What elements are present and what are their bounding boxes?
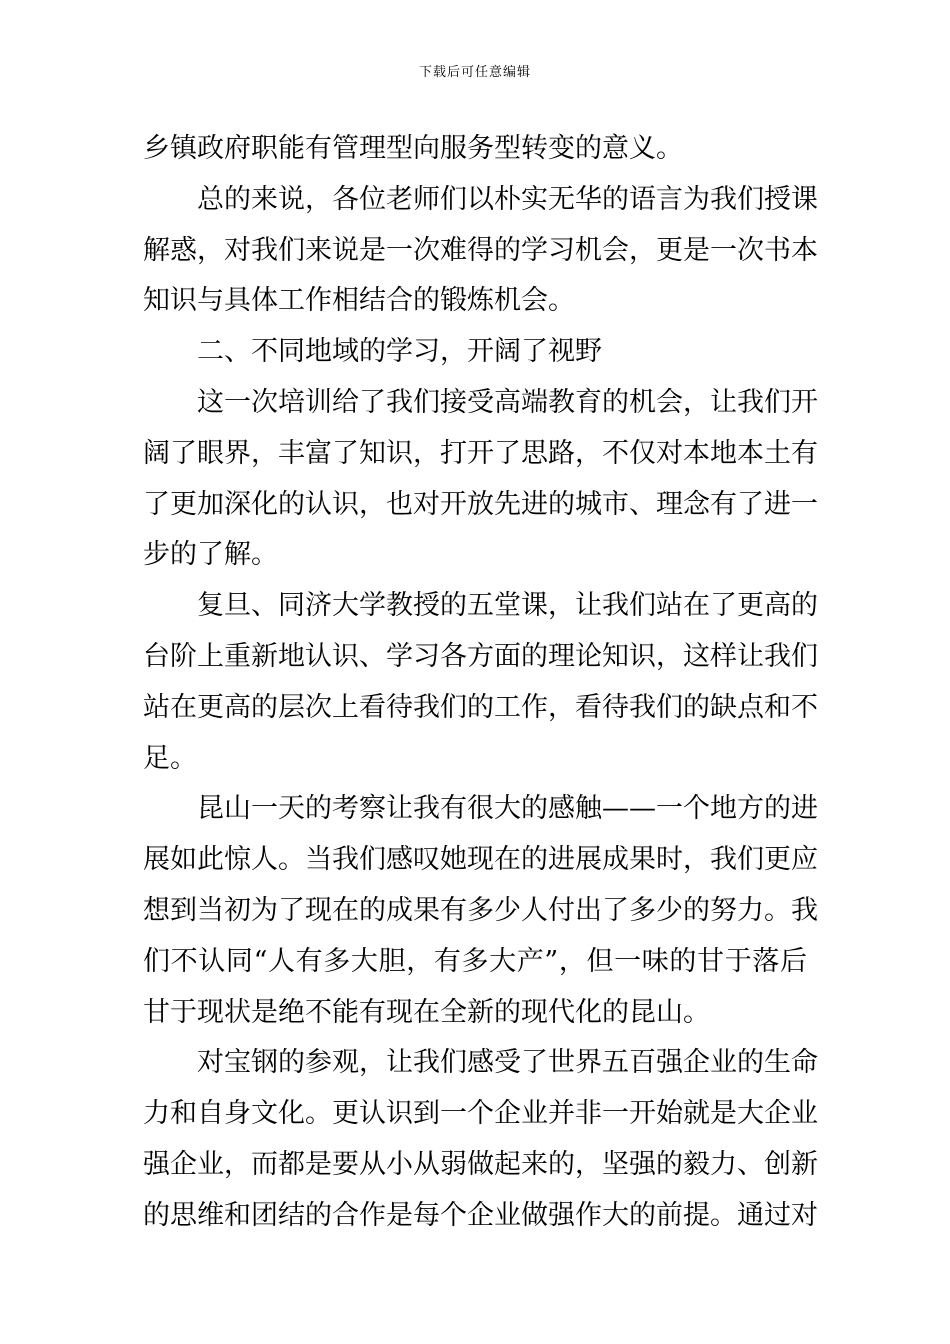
- text-line: 知识与具体工作相结合的锻炼机会。: [143, 285, 575, 317]
- text-line: 想到当初为了现在的成果有多少人付出了多少的努力。我: [143, 894, 818, 926]
- text-line: 力和自身文化。更认识到一个企业并非一开始就是大企业: [143, 1098, 818, 1130]
- text-line: 总的来说，各位老师们以朴实无华的语言为我们授课: [197, 183, 818, 215]
- text-line: 对宝钢的参观，让我们感受了世界五百强企业的生命: [197, 1047, 818, 1079]
- text-line: 昆山一天的考察让我有很大的感触——一个地方的进: [197, 793, 818, 825]
- text-line: 展如此惊人。当我们感叹她现在的进展成果时，我们更应: [143, 844, 818, 876]
- text-line: 台阶上重新地认识、学习各方面的理论知识，这样让我们: [143, 640, 818, 672]
- text-line: 解惑，对我们来说是一次难得的学习机会，更是一次书本: [143, 234, 818, 266]
- text-line: 了更加深化的认识，也对开放先进的城市、理念有了进一: [143, 488, 818, 520]
- text-line: 的思维和团结的合作是每个企业做强作大的前提。通过对: [143, 1199, 818, 1231]
- text-line: 复旦、同济大学教授的五堂课，让我们站在了更高的: [197, 590, 818, 622]
- document-body: [143, 124, 818, 1242]
- text-line: 们不认同“人有多大胆，有多大产”，但一味的甘于落后: [143, 945, 807, 977]
- text-line: 二、不同地域的学习，开阔了视野: [197, 336, 602, 368]
- text-line: 甘于现状是绝不能有现在全新的现代化的昆山。: [143, 996, 710, 1028]
- text-line: 乡镇政府职能有管理型向服务型转变的意义。: [143, 133, 683, 164]
- header-note: 下载后可任意编辑: [418, 65, 531, 80]
- text-line: 足。: [143, 742, 197, 774]
- text-line: 这一次培训给了我们接受高端教育的机会，让我们开: [197, 386, 818, 418]
- text-line: 阔了眼界，丰富了知识，打开了思路，不仅对本地本土有: [143, 437, 818, 469]
- text-line: 步的了解。: [143, 539, 278, 571]
- text-line: 强企业，而都是要从小从弱做起来的，坚强的毅力、创新: [143, 1148, 818, 1180]
- text-line: 站在更高的层次上看待我们的工作，看待我们的缺点和不: [143, 691, 818, 723]
